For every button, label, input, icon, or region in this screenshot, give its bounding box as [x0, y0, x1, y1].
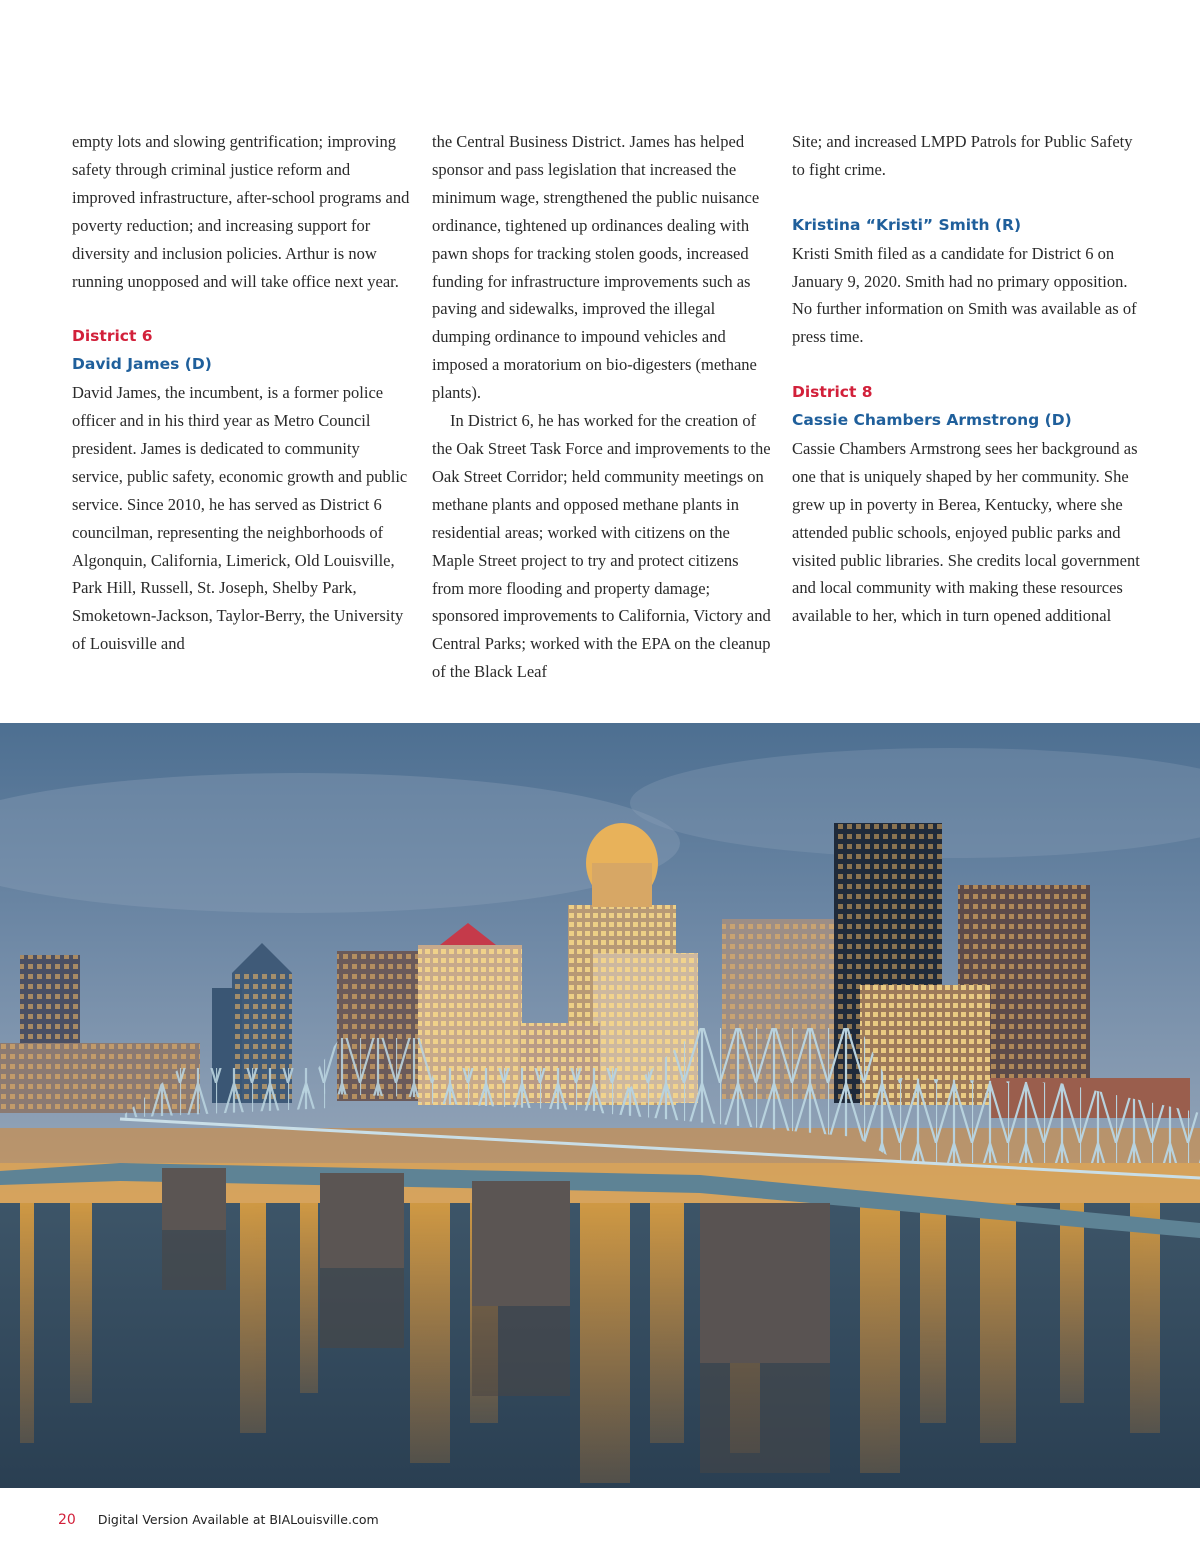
- body-paragraph: empty lots and slowing gentrification; improving safety through criminal justice reform and improved infrastructure, after-school programs and poverty reduction; and increasing support for diversity and inclusion policies. Arthur is now running unopposed and will take office next year.: [72, 132, 410, 291]
- candidate-heading: Cassie Chambers Armstrong (D): [792, 411, 1072, 430]
- article-column-1: [72, 128, 412, 658]
- body-paragraph: the Central Business District. James has helped sponsor and pass legislation that increased the minimum wage, strengthened the public nuisance ordinance, tightened up ordinances dealing with pawn shops for tracking stolen goods, increased funding for infrastructure improvements such as paving and sidewalks, improved the illegal dumping ordinance to impound vehicles and imposed a moratorium on bio-digesters (methane plants).: [432, 132, 760, 403]
- district-heading: District 6: [72, 327, 153, 346]
- candidate-heading: David James (D): [72, 355, 212, 374]
- footer-text: Digital Version Available at BIALouisville.com: [97, 1512, 379, 1527]
- district-heading: District 8: [792, 383, 873, 402]
- article-column-3: [792, 128, 1142, 630]
- article-column-2: [432, 128, 772, 686]
- body-paragraph: Cassie Chambers Armstrong sees her background as one that is uniquely shaped by her community. She grew up in poverty in Berea, Kentucky, where she attended public schools, enjoyed public parks and visited public libraries. She credits local government and local community with making these resources available to her, which in turn opened additional: [792, 438, 1140, 626]
- body-paragraph: In District 6, he has worked for the creation of the Oak Street Task Force and improvements to the Oak Street Corridor; held community meetings on methane plants and opposed methane plants in residential areas; worked with citizens on the Maple Street project to try and protect citizens from more flooding and property damage; sponsored improvements to California, Victory and Central Parks; worked with the EPA on the cleanup of the Black Leaf: [432, 411, 771, 682]
- body-paragraph: David James, the incumbent, is a former police officer and in his third year as Metro Council president. James is dedicated to community service, public safety, economic growth and public service. Since 2010, he has served as District 6 councilman, representing the neighborhoods of Algonquin, California, Limerick, Old Louisville, Park Hill, Russell, St. Joseph, Shelby Park, Smoketown-Jackson, Taylor-Berry, the University of Louisville and: [72, 383, 408, 654]
- body-paragraph: Site; and increased LMPD Patrols for Public Safety to fight crime.: [792, 132, 1133, 179]
- page-footer: [58, 1512, 379, 1528]
- body-paragraph: Kristi Smith filed as a candidate for District 6 on January 9, 2020. Smith had no primary opposition. No further information on Smith was available as of press time.: [792, 243, 1137, 347]
- candidate-heading: Kristina “Kristi” Smith (R): [792, 215, 1022, 234]
- louisville-skyline-photo: [0, 723, 1200, 1488]
- page-number: 20: [58, 1512, 76, 1528]
